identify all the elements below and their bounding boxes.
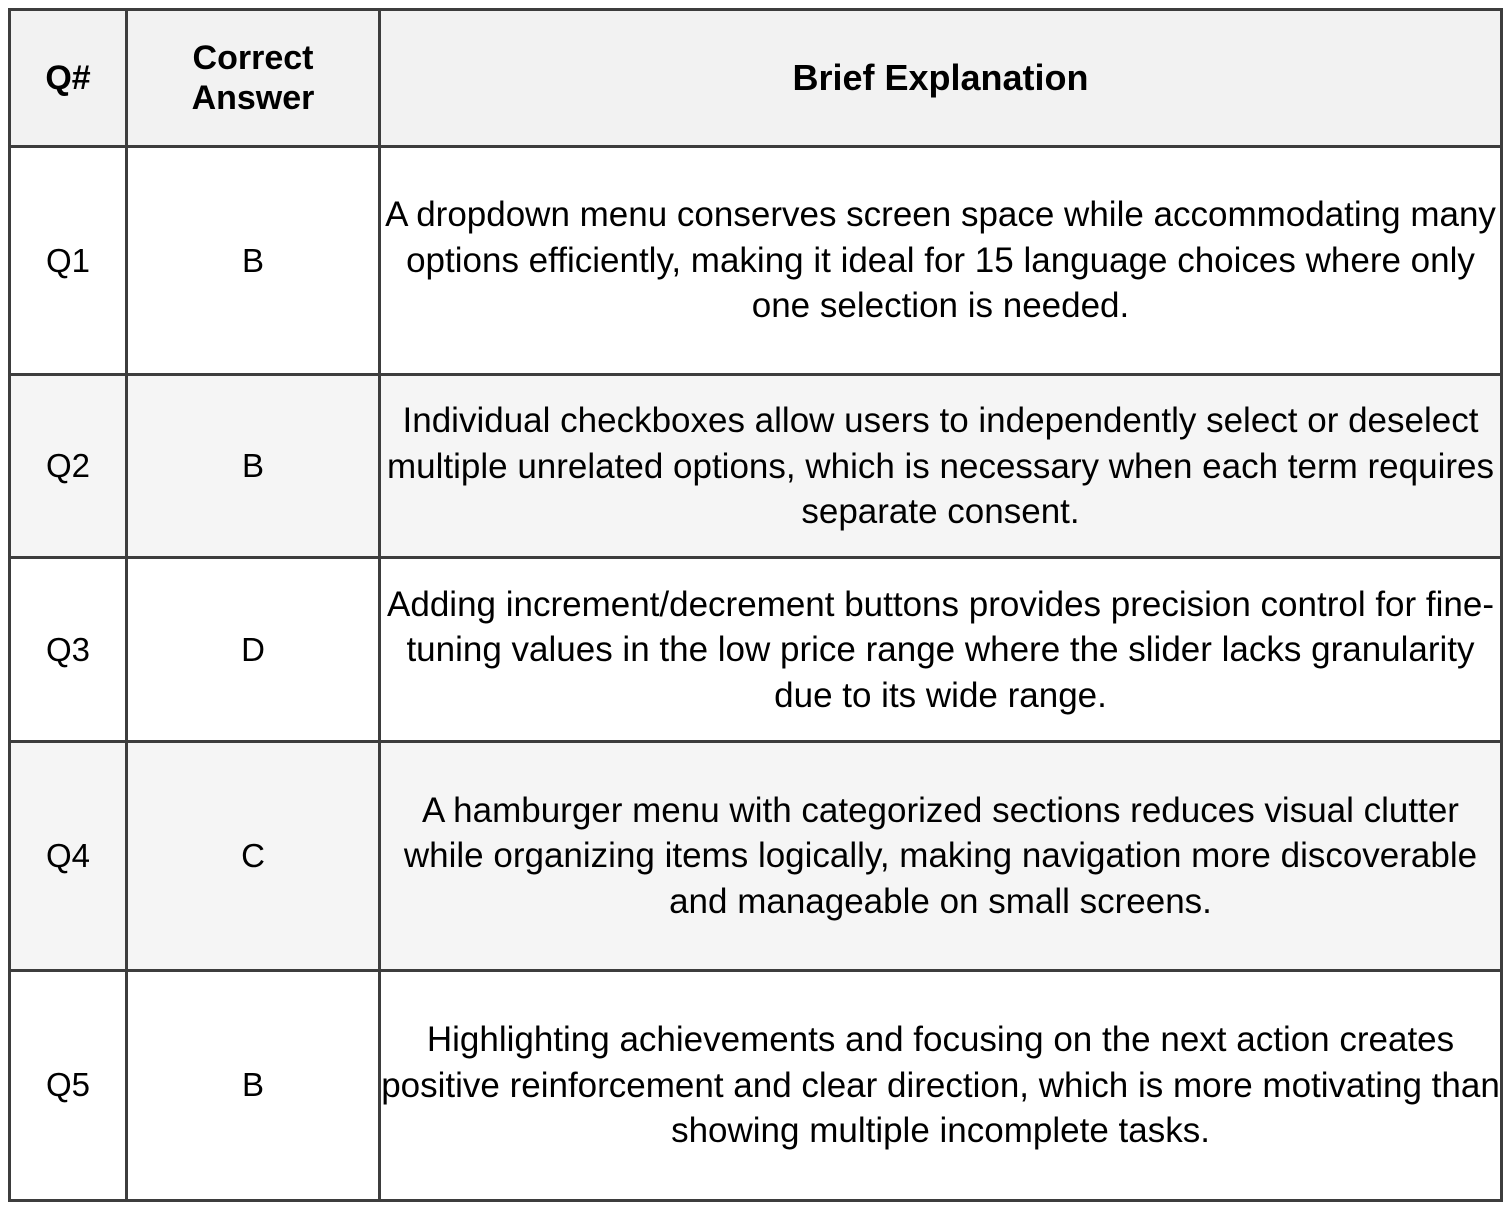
cell-brief-explanation: Adding increment/decrement buttons provides precision control for fine-tuning values in the low price range where the slider lacks granularity due to its wide range. [380,558,1502,742]
table-header [10,10,1502,147]
table-body [10,147,1502,1201]
cell-question-number: Q2 [10,375,127,558]
cell-correct-answer: C [127,742,380,970]
cell-brief-explanation: A dropdown menu conserves screen space while accommodating many options efficiently, making it ideal for 15 language choices where only one selection is needed. [380,147,1502,375]
answer-key-table [8,8,1503,1202]
cell-question-number: Q3 [10,558,127,742]
table-row [10,375,1502,558]
table-row [10,147,1502,375]
cell-brief-explanation: A hamburger menu with categorized sections reduces visual clutter while organizing items logically, making navigation more discoverable and manageable on small screens. [380,742,1502,970]
column-header-correct-answer [127,10,380,147]
cell-question-number: Q5 [10,970,127,1200]
cell-brief-explanation: Highlighting achievements and focusing on the next action creates positive reinforcement and clear direction, which is more motivating than showing multiple incomplete tasks. [380,970,1502,1200]
cell-question-number: Q1 [10,147,127,375]
column-header-correct-answer-line2: Answer [191,79,315,117]
column-header-correct-answer-line1: Correct [192,38,314,77]
table-row [10,970,1502,1200]
cell-correct-answer: D [127,558,380,742]
column-header-brief-explanation: Brief Explanation [380,10,1502,147]
cell-brief-explanation: Individual checkboxes allow users to independently select or deselect multiple unrelated options, which is necessary when each term requires separate consent. [380,375,1502,558]
header-row [10,10,1502,147]
cell-correct-answer: B [127,970,380,1200]
cell-correct-answer: B [127,375,380,558]
table-row [10,742,1502,970]
cell-question-number: Q4 [10,742,127,970]
column-header-question-number: Q# [10,10,127,147]
table-row [10,558,1502,742]
cell-correct-answer: B [127,147,380,375]
